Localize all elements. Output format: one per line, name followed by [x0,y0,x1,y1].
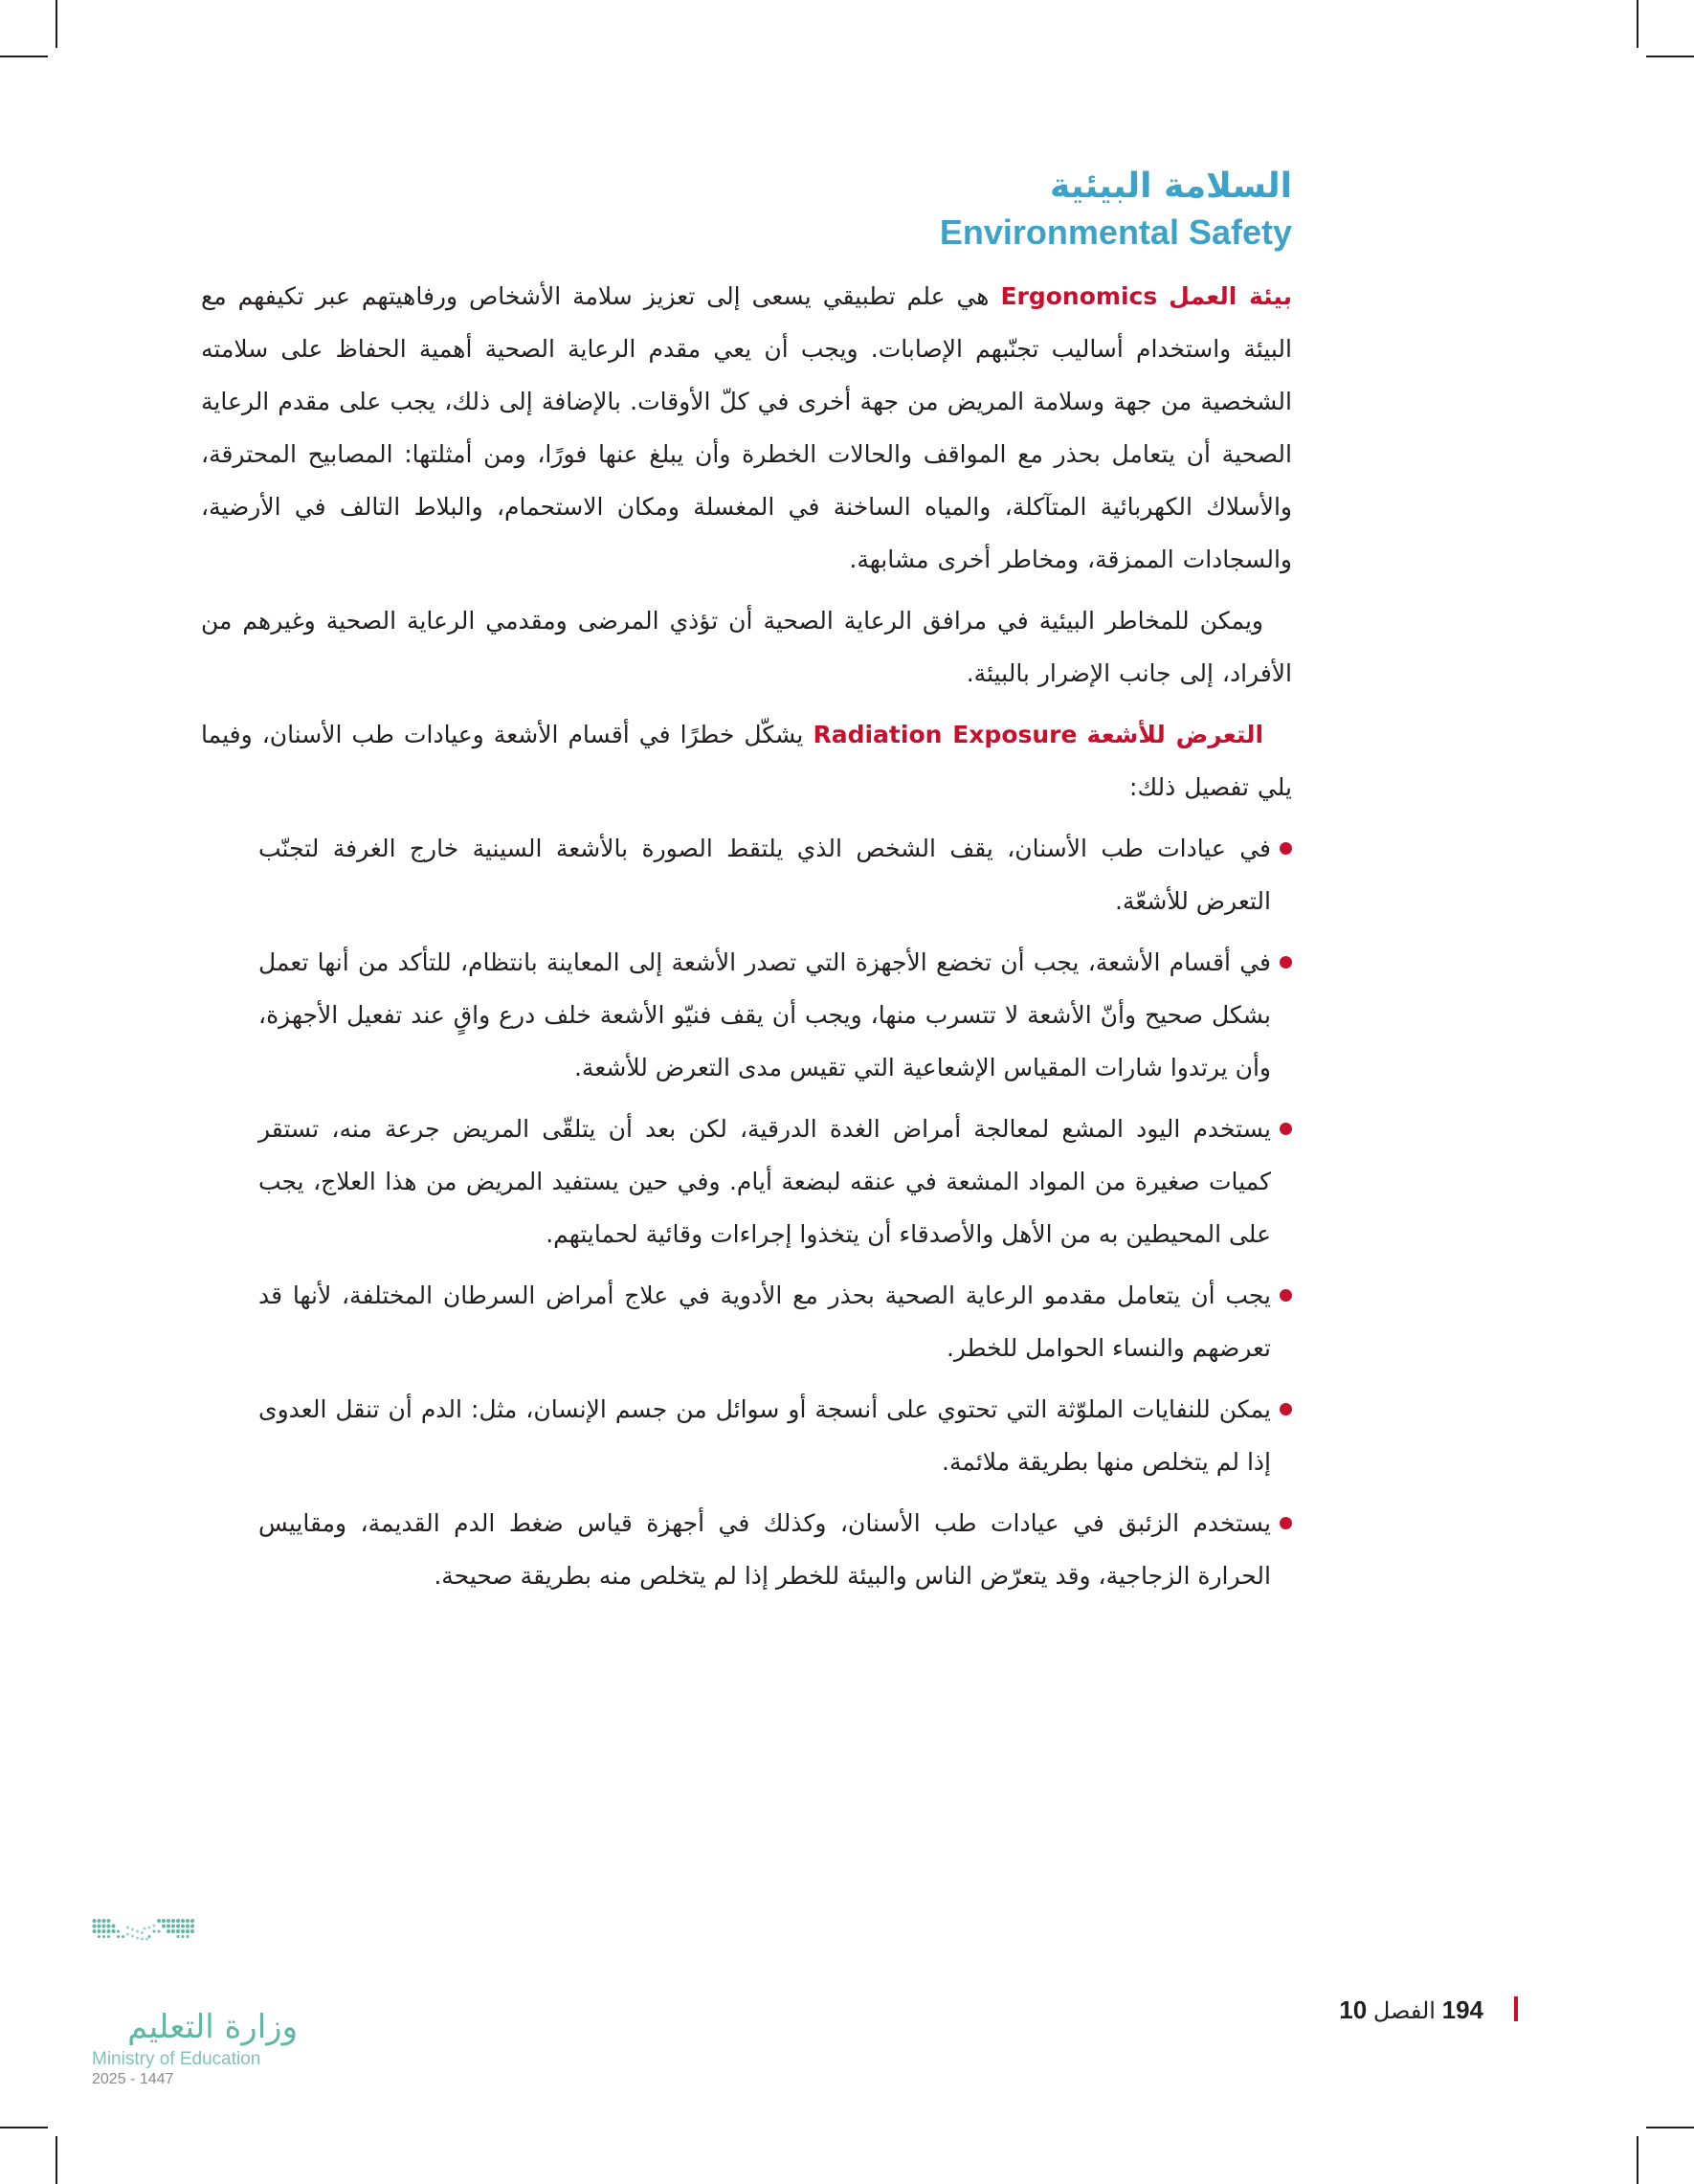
list-item-text: يستخدم الزئبق في عيادات طب الأسنان، وكذلك في أجهزة قياس ضغط الدم القديمة، ومقاييس الحرارة الزجاجية، وقد يتعرّض الناس والبيئة للخطر إذا لم يتخلص منه بطريقة صحيحة. [258,1509,1271,1590]
section-title-arabic: السلامة البيئية [1050,167,1292,206]
ergonomics-term-english: Ergonomics [1000,282,1158,310]
ministry-logo-icon [92,1918,302,2004]
page-footer-label [1321,1993,1483,2027]
list-item [201,1269,1292,1374]
ergonomics-term-arabic: بيئة العمل [1169,282,1292,310]
list-item-text: يستخدم اليود المشع لمعالجة أمراض الغدة الدرقية، لكن بعد أن يتلقّى المريض جرعة منه، تستقر كميات صغيرة من المواد المشعة في عنقه لبضعة أيام. وفي حين يستفيد المريض من هذا العلاج، يجب على المحيطين به من الأهل والأصدقاء أن يتخذوا إجراءات وقائية لحمايتهم. [258,1115,1271,1248]
ministry-year: 2025 - 1447 [92,2071,174,2087]
chapter-number: 10 [1339,1995,1368,2024]
radiation-term-arabic: التعرض للأشعة [1086,721,1264,748]
hazard-list [201,822,1292,1602]
environmental-hazards-paragraph: ويمكن للمخاطر البيئية في مرافق الرعاية الصحية أن تؤذي المرضى ومقدمي الرعاية الصحية وغيرهم من الأفراد، إلى جانب الإضرار بالبيئة. [201,607,1292,687]
page-number: 194 [1441,1995,1483,2024]
bullet-dot-icon [1280,842,1292,855]
radiation-paragraph [201,708,1292,813]
chapter-label: الفصل [1372,1998,1436,2024]
list-item [201,1103,1292,1260]
ministry-name-arabic: وزارة التعليم [127,2008,298,2046]
list-item-text: يجب أن يتعامل مقدمو الرعاية الصحية بحذر مع الأدوية في علاج أمراض السرطان المختلفة، لأنها قد تعرضهم والنساء الحوامل للخطر. [258,1281,1271,1362]
bullet-dot-icon [1280,1403,1292,1415]
list-item [201,1383,1292,1488]
bullet-dot-icon [1280,1289,1292,1302]
list-item [201,822,1292,927]
page-marker-bar [1514,1996,1518,2021]
list-item [201,1497,1292,1602]
list-item [201,936,1292,1094]
crop-mark [0,56,48,57]
radiation-term-english: Radiation Exposure [813,721,1078,748]
bullet-dot-icon [1280,1123,1292,1135]
crop-mark [1637,2136,1638,2184]
crop-mark [1637,0,1638,48]
section-title-english: Environmental Safety [939,212,1292,252]
radiation-text: يشكّل خطرًا في أقسام الأشعة وعيادات طب الأسنان، وفيما يلي تفصيل ذلك: [201,721,1292,801]
crop-mark [0,2127,48,2128]
list-item-text: في عيادات طب الأسنان، يقف الشخص الذي يلتقط الصورة بالأشعة السينية خارج الغرفة لتجنّب التعرض للأشعّة. [258,835,1271,915]
crop-mark [56,2136,57,2184]
crop-mark [1646,56,1694,57]
crop-mark [1646,2127,1694,2128]
list-item-text: يمكن للنفايات الملوّثة التي تحتوي على أنسجة أو سوائل من جسم الإنسان، مثل: الدم أن تنقل العدوى إذا لم يتخلص منها بطريقة ملائمة. [258,1395,1271,1476]
ergonomics-paragraph [201,270,1292,586]
ergonomics-text: هي علم تطبيقي يسعى إلى تعزيز سلامة الأشخاص ورفاهيتهم عبر تكيفهم مع البيئة واستخدام أساليب تجنّبهم الإصابات. ويجب أن يعي مقدم الرعاية الصحية أهمية الحفاظ على سلامته الشخصية من جهة وسلامة المريض من جهة أخرى في كلّ الأوقات. بالإضافة إلى ذلك، يجب على مقدم الرعاية الصحية أن يتعامل بحذر مع المواقف والحالات الخطرة وأن يبلغ عنها فورًا، ومن أمثلتها: المصابيح المحترقة، والأسلاك الكهربائية المتآكلة، والمياه الساخنة في المغسلة ومكان الاستحمام، والبلاط التالف في الأرضية، والسجادات الممزقة، ومخاطر أخرى مشابهة. [201,282,1292,573]
bullet-dot-icon [1280,1517,1292,1529]
bullet-dot-icon [1280,956,1292,969]
crop-mark [56,0,57,48]
ministry-name-english: Ministry of Education [92,2049,261,2069]
page-content [201,163,1292,1611]
list-item-text: في أقسام الأشعة، يجب أن تخضع الأجهزة التي تصدر الأشعة إلى المعاينة بانتظام، للتأكد من أنها تعمل بشكل صحيح وأنّ الأشعة لا تتسرب منها، ويجب أن يقف فنيّو الأشعة خلف درع واقٍ عند تفعيل الأجهزة، وأن يرتدوا شارات المقياس الإشعاعية التي تقيس مدى التعرض للأشعة. [258,948,1271,1081]
